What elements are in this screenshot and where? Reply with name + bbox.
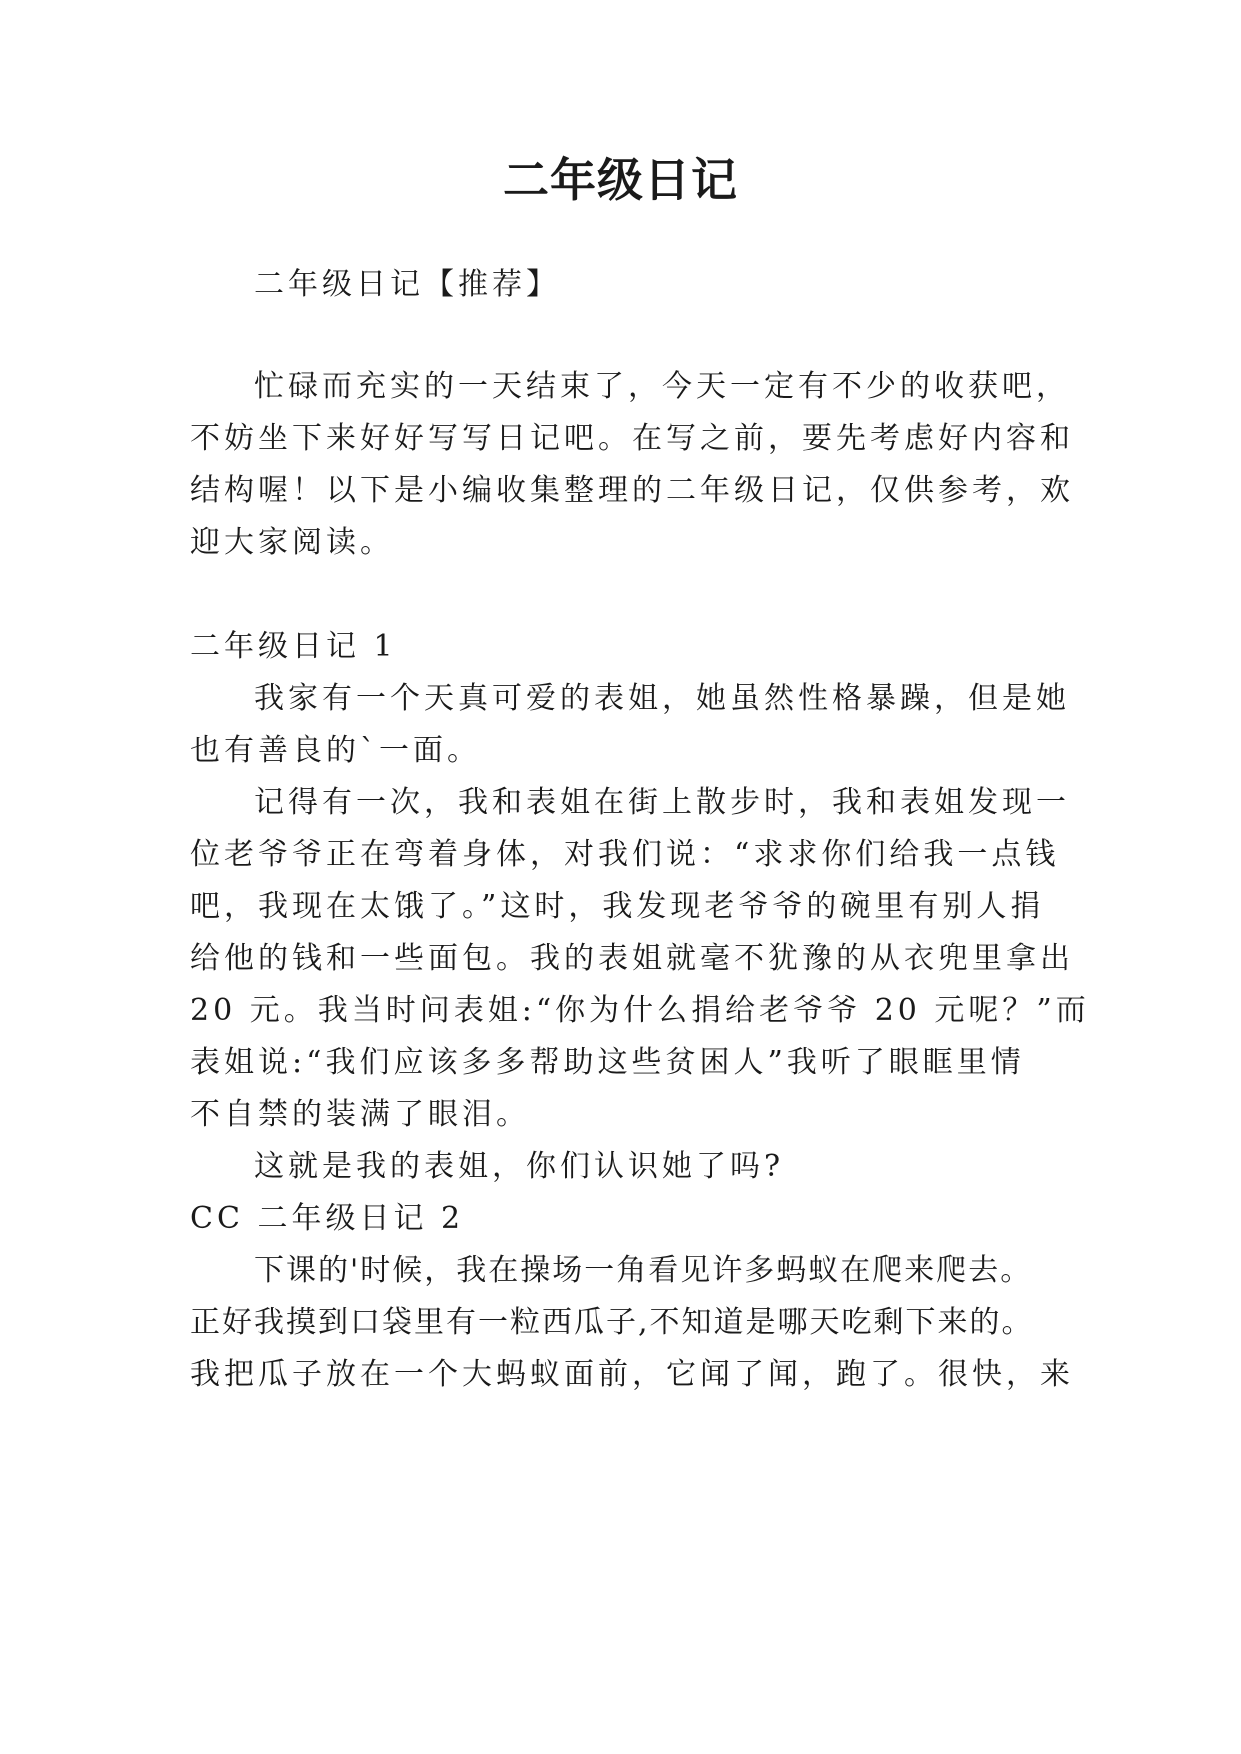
paragraph-line: 不自禁的装满了眼泪。	[190, 1097, 530, 1132]
paragraph-line: 表姐说:“我们应该多多帮助这些贫困人”我听了眼眶里情	[190, 1045, 1025, 1080]
paragraph-line: 迎大家阅读。	[190, 525, 394, 560]
paragraph-line: 我家有一个天真可爱的表姐，她虽然性格暴躁，但是她	[254, 681, 1070, 716]
section-heading: 二年级日记 1	[190, 629, 397, 664]
paragraph-line: 这就是我的表姐，你们认识她了吗?	[254, 1149, 785, 1184]
paragraph-line: 位老爷爷正在弯着身体，对我们说：“求求你们给我一点钱	[190, 837, 1060, 872]
paragraph-line: 正好我摸到口袋里有一粒西瓜子,不知道是哪天吃剩下来的。	[190, 1305, 1034, 1340]
paragraph-line: 吧，我现在太饿了。”这时，我发现老爷爷的碗里有别人捐	[190, 889, 1045, 924]
paragraph-line: 给他的钱和一些面包。我的表姐就毫不犹豫的从衣兜里拿出	[190, 941, 1074, 976]
paragraph-line: 20 元。我当时问表姐:“你为什么捐给老爷爷 20 元呢？”而	[190, 993, 1090, 1028]
paragraph-line: 不妨坐下来好好写写日记吧。在写之前，要先考虑好内容和	[190, 421, 1074, 456]
paragraph-line: 忙碌而充实的一天结束了，今天一定有不少的收获吧，	[254, 369, 1070, 404]
paragraph-line: 下课的'时候，我在操场一角看见许多蚂蚁在爬来爬去。	[254, 1253, 1033, 1288]
document-title: 二年级日记	[503, 153, 738, 207]
paragraph-line: 结构喔！以下是小编收集整理的二年级日记，仅供参考，欢	[190, 473, 1074, 508]
section-heading: CC 二年级日记 2	[190, 1201, 465, 1236]
paragraph-line: 也有善良的`一面。	[190, 733, 481, 768]
paragraph-line: 我把瓜子放在一个大蚂蚁面前，它闻了闻，跑了。很快，来	[190, 1357, 1074, 1392]
paragraph-line: 记得有一次，我和表姐在街上散步时，我和表姐发现一	[254, 785, 1070, 820]
subtitle: 二年级日记【推荐】	[254, 267, 560, 302]
